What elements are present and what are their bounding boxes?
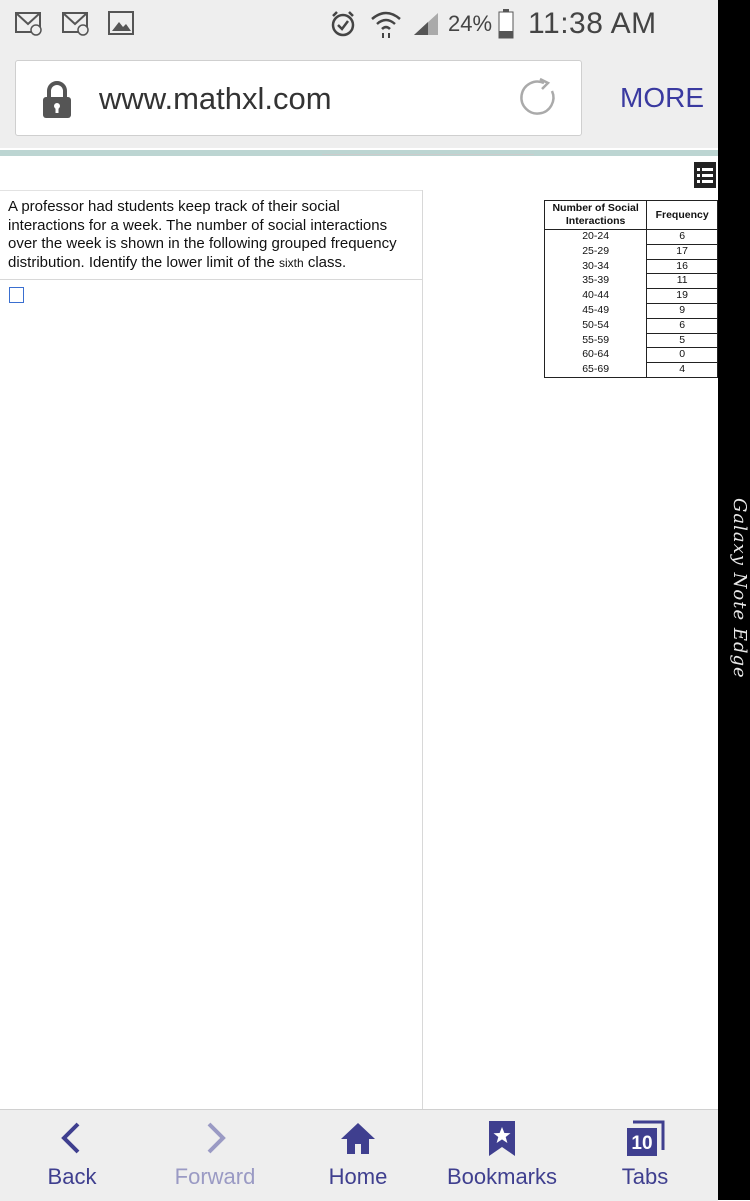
page-subtabs <box>322 150 534 155</box>
frequency-cell: 5 <box>647 333 718 348</box>
class-cell: 30-34 <box>545 259 647 274</box>
bookmarks-label: Bookmarks <box>446 1164 558 1189</box>
class-cell: 50-54 <box>545 318 647 333</box>
back-label: Back <box>47 1164 97 1189</box>
tab-count: 10 <box>631 1133 653 1154</box>
frequency-cell: 16 <box>647 259 718 274</box>
divider <box>0 279 422 280</box>
table-row <box>545 244 718 259</box>
battery-icon <box>498 9 514 39</box>
header-frequency: Frequency <box>647 201 718 230</box>
class-cell: 40-44 <box>545 289 647 304</box>
class-cell: 55-59 <box>545 333 647 348</box>
forward-arrow-icon <box>195 1118 235 1158</box>
table-row <box>545 259 718 274</box>
back-button[interactable] <box>22 1110 122 1201</box>
frequency-cell: 9 <box>647 303 718 318</box>
frequency-cell: 17 <box>647 244 718 259</box>
class-cell: 25-29 <box>545 244 647 259</box>
frequency-cell: 6 <box>647 318 718 333</box>
frequency-table <box>544 200 718 378</box>
status-indicators <box>330 4 657 44</box>
bottom-navigation <box>0 1109 718 1201</box>
answer-input[interactable] <box>9 287 24 303</box>
home-label: Home <box>328 1164 388 1189</box>
bookmarks-button[interactable] <box>437 1110 567 1201</box>
class-cell: 35-39 <box>545 274 647 289</box>
frequency-cell: 0 <box>647 348 718 363</box>
table-row <box>545 348 718 363</box>
more-button[interactable]: MORE <box>620 82 704 113</box>
device-label: Galaxy Note Edge <box>729 498 750 679</box>
frequency-cell: 19 <box>647 289 718 304</box>
question-end: class. <box>303 253 347 271</box>
reload-icon[interactable] <box>518 77 560 119</box>
frequency-cell: 6 <box>647 230 718 245</box>
class-cell: 20-24 <box>545 230 647 245</box>
status-bar <box>0 0 718 48</box>
menu-list-icon[interactable] <box>694 162 716 188</box>
page-content <box>0 156 718 1109</box>
email-notification-icon <box>62 10 90 36</box>
tabs-label: Tabs <box>621 1164 669 1189</box>
question-main: A professor had students keep track of their social interactions for a week. The number of social interactions over the week is shown in the following grouped frequency distribution. Identify the lower limit of the <box>8 198 397 271</box>
table-row <box>545 274 718 289</box>
class-cell: 65-69 <box>545 363 647 378</box>
image-notification-icon <box>107 10 135 36</box>
question-text <box>8 198 413 272</box>
frequency-cell: 11 <box>647 274 718 289</box>
wifi-icon <box>370 9 402 39</box>
browser-toolbar <box>0 48 718 148</box>
tabs-icon <box>625 1118 665 1158</box>
battery-percent: 24% <box>448 11 493 36</box>
table-body <box>545 230 718 378</box>
address-bar[interactable] <box>15 60 582 136</box>
table-row <box>545 333 718 348</box>
table-header-row <box>545 201 718 230</box>
table-row <box>545 303 718 318</box>
table-row <box>545 318 718 333</box>
forward-label: Forward <box>174 1164 256 1189</box>
table-row <box>545 289 718 304</box>
table-row <box>545 230 718 245</box>
url-text[interactable]: www.mathxl.com <box>99 81 332 116</box>
tabs-button[interactable] <box>595 1110 695 1201</box>
lock-icon <box>40 80 74 120</box>
email-notification-icon <box>15 10 43 36</box>
status-time: 11:38 AM <box>528 7 657 40</box>
forward-button[interactable] <box>165 1110 265 1201</box>
table-row <box>545 363 718 378</box>
divider <box>0 190 422 191</box>
pane-divider <box>422 190 423 1110</box>
bookmark-star-icon <box>482 1118 522 1158</box>
back-arrow-icon <box>52 1118 92 1158</box>
signal-icon <box>412 11 440 37</box>
frequency-cell: 4 <box>647 363 718 378</box>
home-button[interactable] <box>308 1110 408 1201</box>
alarm-icon <box>330 10 356 38</box>
question-ordinal: sixth <box>278 255 304 270</box>
header-class: Number of Social Interactions <box>545 201 647 230</box>
home-icon <box>338 1118 378 1158</box>
class-cell: 60-64 <box>545 348 647 363</box>
class-cell: 45-49 <box>545 303 647 318</box>
